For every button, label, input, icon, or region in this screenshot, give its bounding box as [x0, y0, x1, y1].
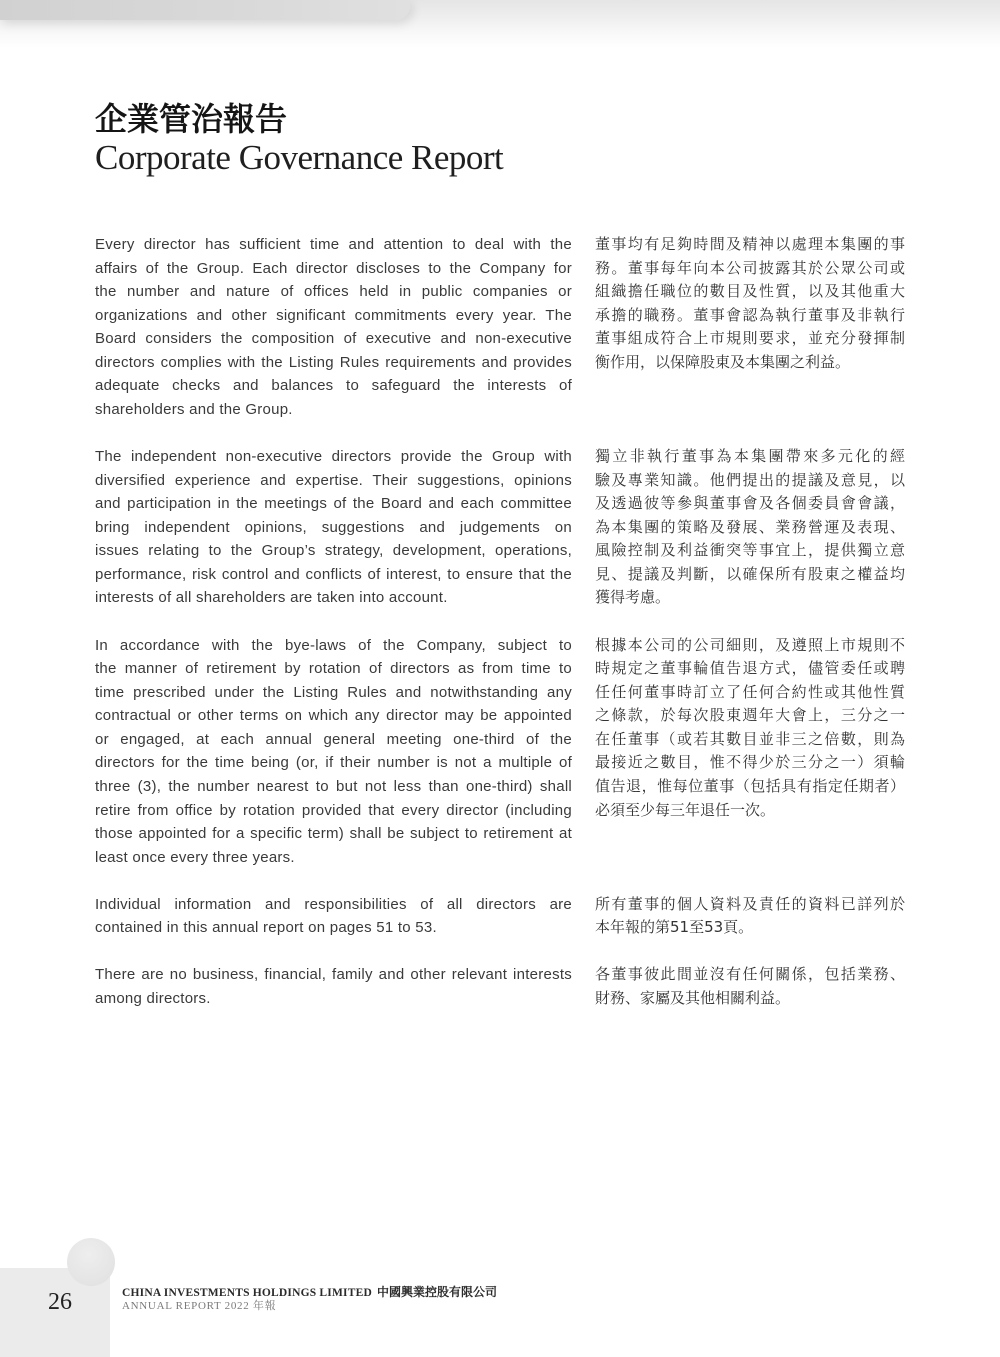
en-text-line: performance, risk control and conflicts of interest, to ensure that the	[95, 565, 572, 583]
zh-text-line: 及透過彼等參與董事會及各個委員會會議，	[595, 494, 905, 513]
paragraph-zh	[595, 963, 905, 1010]
en-text-line: organizations and other significant commitments every year. The	[95, 306, 572, 324]
footer-company-zh: 中國興業控股有限公司	[376, 1285, 497, 1299]
en-text-line: three (3), the number nearest to but not less than one-third) shall	[95, 777, 572, 795]
paragraph-zh	[595, 893, 905, 940]
zh-text-line: 務。董事每年向本公司披露其於公眾公司或	[595, 258, 905, 277]
zh-text-line: 之條款，於每次股東週年大會上，三分之一	[595, 706, 905, 725]
paragraph-row	[95, 634, 905, 870]
paragraph-zh	[595, 634, 905, 823]
zh-text-line: 董事組成符合上市規則要求，並充分發揮制	[595, 329, 905, 348]
zh-text-line: 本年報的第51至53頁。	[595, 918, 754, 937]
en-text-line: There are no business, financial, family and other relevant interests	[95, 966, 572, 984]
zh-text-line: 風險控制及利益衝突等事宜上，提供獨立意	[595, 541, 905, 560]
zh-text-line: 組織擔任職位的數目及性質，以及其他重大	[595, 282, 905, 301]
page-number: 26	[48, 1289, 72, 1315]
zh-text-line: 根據本公司的公司細則，及遵照上市規則不	[595, 635, 905, 654]
en-text-line: least once every three years.	[95, 848, 295, 866]
footer-company-en: CHINA INVESTMENTS HOLDINGS LIMITED	[122, 1287, 372, 1299]
en-text-line: the number and nature of offices held in public companies or	[95, 283, 572, 301]
en-text-line: and participation in the meetings of the Board and each committee	[95, 495, 572, 513]
zh-text-line: 財務、家屬及其他相關利益。	[595, 989, 791, 1007]
paragraph-en	[95, 233, 572, 422]
en-text-line: The independent non-executive directors provide the Group with	[95, 448, 572, 466]
en-text-line: diversified experience and expertise. Their suggestions, opinions	[95, 471, 572, 489]
paragraph-row	[95, 963, 905, 1010]
zh-text-line: 獲得考慮。	[595, 588, 671, 607]
paragraph-row	[95, 445, 905, 610]
en-text-line: Every director has sufficient time and attention to deal with the	[95, 236, 572, 253]
zh-text-line: 獨立非執行董事為本集團帶來多元化的經	[595, 447, 905, 466]
en-text-line: time prescribed under the Listing Rules and notwithstanding any	[95, 683, 572, 701]
en-text-line: adequate checks and balances to safeguard the interests of	[95, 377, 572, 395]
en-text-line: In accordance with the bye-laws of the Company, subject to	[95, 636, 572, 654]
paragraph-row	[95, 893, 905, 940]
en-text-line: or engaged, at each annual general meeting one-third of the	[95, 730, 572, 748]
page-title-zh: 企業管治報告	[95, 100, 288, 138]
zh-text-line: 驗及專業知識。他們提出的提議及意見，以	[595, 470, 905, 489]
zh-text-line: 時規定之董事輪值告退方式，儘管委任或聘	[595, 659, 905, 678]
zh-text-line: 在任董事（或若其數目並非三之倍數，則為	[595, 729, 905, 748]
en-text-line: the manner of retirement by rotation of directors as from time to	[95, 660, 572, 678]
en-text-line: Board considers the composition of executive and non-executive	[95, 330, 572, 348]
en-text-line: Individual information and responsibilities of all directors are	[95, 895, 572, 913]
zh-text-line: 董事均有足夠時間及精神以處理本集團的事	[595, 235, 905, 253]
zh-text-line: 為本集團的策略及發展、業務營運及表現、	[595, 517, 905, 536]
zh-text-line: 必須至少每三年退任一次。	[595, 800, 776, 819]
en-text-line: bring independent opinions, suggestions and judgements on	[95, 518, 572, 536]
zh-text-line: 所有董事的個人資料及責任的資料已詳列於	[595, 894, 905, 913]
en-text-line: interests of all shareholders are taken into account.	[95, 589, 448, 607]
en-text-line: issues relating to the Group’s strategy, development, operations,	[95, 542, 572, 560]
zh-text-line: 見、提議及判斷，以確保所有股東之權益均	[595, 564, 905, 583]
zh-text-line: 各董事彼此間並沒有任何關係，包括業務、	[595, 965, 905, 984]
zh-text-line: 衡作用，以保障股東及本集團之利益。	[595, 352, 851, 371]
zh-text-line: 最接近之數目，惟不得少於三分之一）須輪	[595, 753, 905, 772]
en-text-line: shareholders and the Group.	[95, 400, 293, 418]
footer-circle-decoration	[67, 1238, 115, 1286]
paragraph-en	[95, 963, 572, 1010]
en-text-line: retire from office by rotation provided that every director (including	[95, 801, 572, 819]
report-body	[95, 233, 905, 1034]
paragraph-en	[95, 634, 572, 870]
en-text-line: directors complies with the Listing Rules requirements and provides	[95, 353, 572, 371]
zh-text-line: 承擔的職務。董事會認為執行董事及非執行	[595, 305, 905, 324]
en-text-line: those appointed for a specific term) shall be subject to retirement at	[95, 825, 572, 843]
paragraph-zh	[595, 233, 905, 374]
zh-text-line: 值告退，惟每位董事（包括具有指定任期者）	[595, 776, 905, 795]
en-text-line: contractual or other terms on which any director may be appointed	[95, 707, 572, 725]
footer-company	[122, 1285, 497, 1300]
footer-report-label: ANNUAL REPORT 2022 年報	[122, 1300, 277, 1312]
en-text-line: directors for the time being (or, if their number is not a multiple of	[95, 754, 572, 772]
zh-text-line: 任任何董事時訂立了任何合約性或其他性質	[595, 682, 905, 701]
header-tab	[0, 0, 410, 20]
en-text-line: affairs of the Group. Each director discloses to the Company for	[95, 259, 572, 277]
paragraph-en	[95, 893, 572, 940]
en-text-line: contained in this annual report on pages 51 to 53.	[95, 919, 437, 937]
paragraph-row	[95, 233, 905, 422]
paragraph-zh	[595, 445, 905, 610]
en-text-line: among directors.	[95, 990, 211, 1007]
paragraph-en	[95, 445, 572, 610]
page-title-en: Corporate Governance Report	[95, 138, 504, 177]
